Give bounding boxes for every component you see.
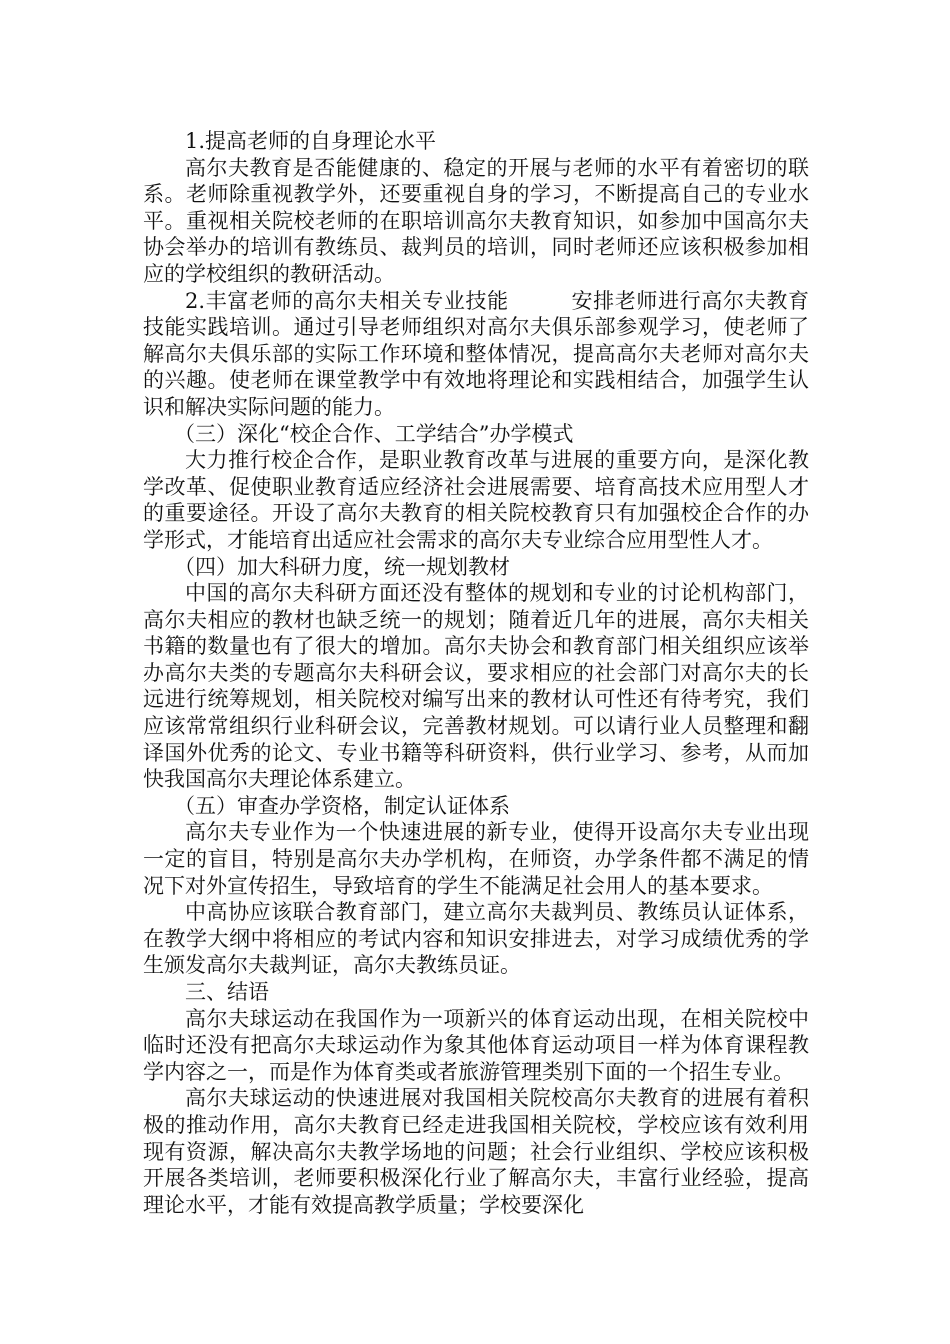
heading-5: （五）审查办学资格，制定认证体系	[174, 793, 510, 818]
paragraph-2-body: 安排老师进行高尔夫教育技能实践培训。通过引导老师组织对高尔夫俱乐部参观学习，使老师了解高尔夫俱乐部的实际工作环境和整体情况，提高高尔夫老师对高尔夫的兴趣。使老师在课堂教学中有效地将理论和实践相结合，加强学生认识和解决实际问题的能力。	[143, 288, 809, 419]
paragraph-1: 高尔夫教育是否能健康的、稳定的开展与老师的水平有着密切的联系。老师除重视教学外，还要重视自身的学习，不断提高自己的专业水平。重视相关院校老师的在职培训高尔夫教育知识，如参加中国高尔夫协会举办的培训有教练员、裁判员的培训，同时老师还应该积极参加相应的学校组织的教研活动。	[143, 155, 809, 286]
paragraph-7: 高尔夫球运动在我国作为一项新兴的体育运动出现，在相关院校中临时还没有把高尔夫球运动作为象其他体育运动项目一样为体育课程教学内容之一，而是作为体育类或者旅游管理类别下面的一个招生专业。	[143, 1006, 809, 1084]
heading-2: 2.丰富老师的高尔夫相关专业技能	[185, 288, 509, 313]
heading-6: 三、结语	[185, 980, 269, 1004]
heading-3: （三）深化“校企合作、工学结合”办学模式	[174, 421, 574, 446]
heading-4: （四）加大科研力度，统一规划教材	[174, 554, 510, 579]
paragraph-2	[143, 288, 809, 421]
paragraph-8: 高尔夫球运动的快速进展对我国相关院校高尔夫教育的进展有着积极的推动作用，高尔夫教育已经走进我国相关院校，学校应该有效利用现有资源，解决高尔夫教学场地的问题；社会行业组织、学校应该积极开展各类培训，老师要积极深化行业了解高尔夫，丰富行业经验，提高理论水平，才能有效提高教学质量；学校要深化	[143, 1086, 809, 1217]
paragraph-5: 高尔夫专业作为一个快速进展的新专业，使得开设高尔夫专业出现一定的盲目，特别是高尔夫办学机构，在师资，办学条件都不满足的情况下对外宣传招生，导致培育的学生不能满足社会用人的基本要求。	[143, 820, 809, 898]
heading-1: 1.提高老师的自身理论水平	[185, 129, 437, 153]
paragraph-4: 中国的高尔夫科研方面还没有整体的规划和专业的讨论机构部门，高尔夫相应的教材也缺乏统一的规划；随着近几年的进展，高尔夫相关书籍的数量也有了很大的增加。高尔夫协会和教育部门相关组织应该举办高尔夫类的专题高尔夫科研会议，要求相应的社会部门对高尔夫的长远进行统筹规划，相关院校对编写出来的教材认可性还有待考究，我们应该常常组织行业科研会议，完善教材规划。可以请行业人员整理和翻译国外优秀的论文、专业书籍等科研资料，供行业学习、参考，从而加快我国高尔夫理论体系建立。	[143, 581, 809, 792]
paragraph-6: 中高协应该联合教育部门，建立高尔夫裁判员、教练员认证体系，在教学大纲中将相应的考试内容和知识安排进去，对学习成绩优秀的学生颁发高尔夫裁判证，高尔夫教练员证。	[143, 900, 809, 978]
paragraph-3: 大力推行校企合作，是职业教育改革与进展的重要方向，是深化教学改革、促使职业教育适应经济社会进展需要、培育高技术应用型人才的重要途径。开设了高尔夫教育的相关院校教育只有加强校企合作的办学形式，才能培育出适应社会需求的高尔夫专业综合应用型性人才。	[143, 448, 809, 552]
document-page	[143, 128, 809, 1218]
